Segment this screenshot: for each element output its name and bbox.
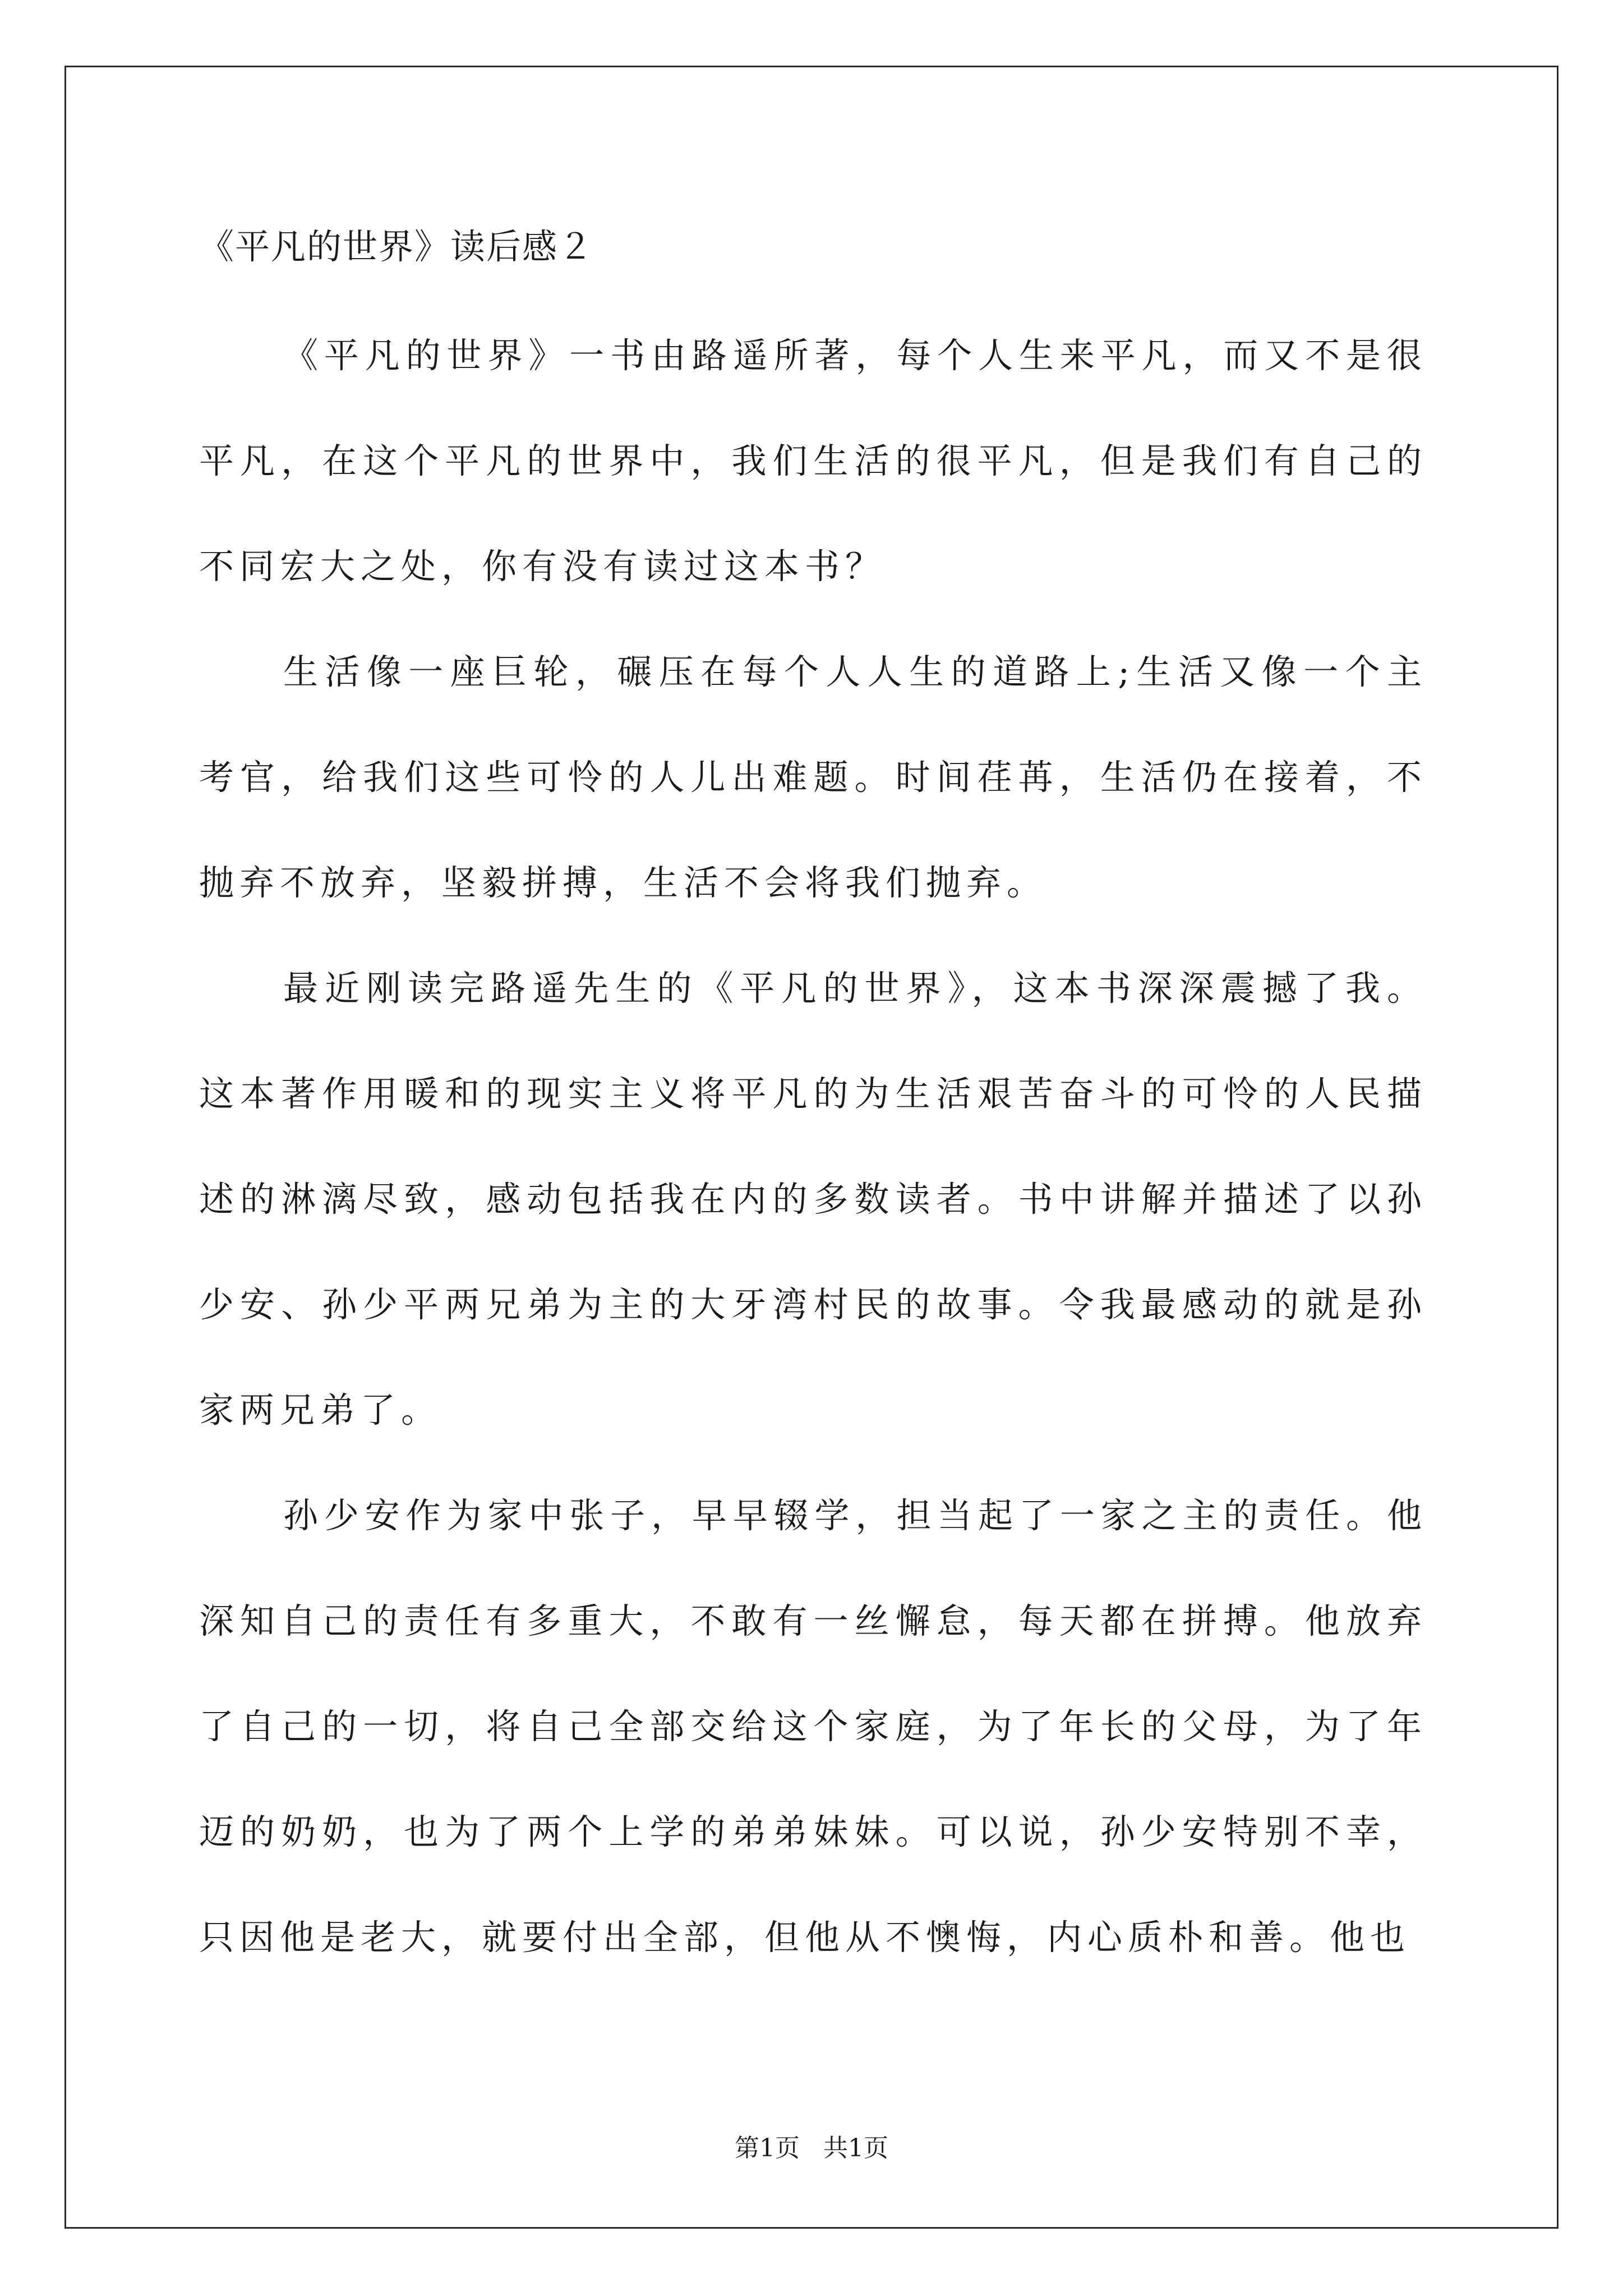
paragraph-4: 孙少安作为家中张子，早早辍学，担当起了一家之主的责任。他深知自己的责任有多重大，不敢有一丝懈怠，每天都在拼搏。他放弃了自己的一切，将自己全部交给这个家庭，为了年长的父母，为了年迈的奶奶，也为了两个上学的弟弟妹妹。可以说，孙少安特别不幸，只因他是老大，就要付出全部，但他从不懊悔，内心质朴和善。他也 (199, 1495, 1427, 1958)
paragraph-2: 生活像一座巨轮，碾压在每个人人生的道路上;生活又像一个主考官，给我们这些可怜的人儿出难题。时间荏苒，生活仍在接着，不抛弃不放弃，坚毅拼搏，生活不会将我们抛弃。 (199, 651, 1427, 903)
page-number: 第1页 (735, 2134, 800, 2162)
document-body (199, 303, 1427, 1990)
paragraph-1: 《平凡的世界》一书由路遥所著，每个人生来平凡，而又不是很平凡，在这个平凡的世界中，我们生活的很平凡，但是我们有自己的不同宏大之处，你有没有读过这本书？ (199, 335, 1427, 587)
paragraph-3: 最近刚读完路遥先生的《平凡的世界》，这本书深深震撼了我。这本著作用暖和的现实主义将平凡的为生活艰苦奋斗的可怜的人民描述的淋漓尽致，感动包括我在内的多数读者。书中讲解并描述了以孙少安、孙少平两兄弟为主的大牙湾村民的故事。令我最感动的就是孙家两兄弟了。 (199, 968, 1427, 1430)
page-total: 共1页 (823, 2134, 888, 2162)
page-footer (0, 2132, 1623, 2165)
document-title: 《平凡的世界》读后感２ (199, 226, 594, 267)
